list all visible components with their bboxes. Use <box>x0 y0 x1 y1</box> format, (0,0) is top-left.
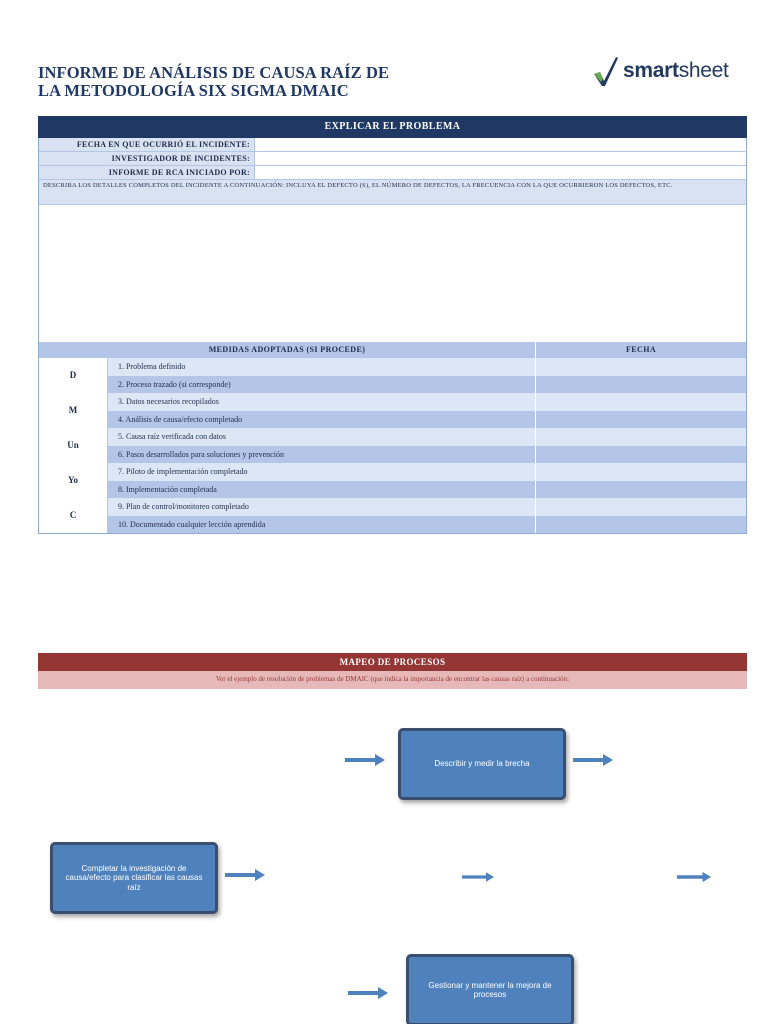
arrow-right-icon <box>573 754 613 766</box>
step-label: 6. Pasos desarrollados para soluciones y prevención <box>108 446 536 464</box>
measures-header <box>38 342 747 358</box>
problem-band-title: EXPLICAR EL PROBLEMA <box>38 116 747 138</box>
step-label: 9. Plan de control/monitoreo completado <box>108 498 536 516</box>
logo-text-light: sheet <box>678 59 729 82</box>
description-field[interactable] <box>38 204 747 342</box>
dmaic-letter: C <box>69 510 77 520</box>
table-row <box>108 481 746 499</box>
table-row <box>108 411 746 429</box>
problem-section <box>38 116 747 534</box>
step-date-field[interactable] <box>536 393 746 411</box>
table-row <box>108 463 746 481</box>
step-date-field[interactable] <box>536 481 746 499</box>
step-date-field[interactable] <box>536 411 746 429</box>
field-row-incident-date <box>38 138 747 152</box>
step-label: 7. Piloto de implementación completado <box>108 463 536 481</box>
table-row <box>108 358 746 376</box>
process-mapping-subtitle: Ver el ejemplo de resolución de problemas de DMAIC (que indica la importancia de encontrar las causas raíz) a continuación: <box>38 671 747 689</box>
investigator-field[interactable] <box>255 152 746 165</box>
step-date-field[interactable] <box>536 516 746 534</box>
report-title-line2: LA METODOLOGÍA SIX SIGMA DMAIC <box>38 81 349 100</box>
arrow-right-icon <box>462 871 494 883</box>
dmaic-letter: M <box>68 405 78 415</box>
step-label: 5. Causa raíz verificada con datos <box>108 428 536 446</box>
flow-box-analyze[interactable]: Completar la investigación de causa/efecto para clasificar las causas raíz <box>50 842 218 914</box>
arrow-right-icon <box>345 754 385 766</box>
field-row-initiated-by <box>38 166 747 180</box>
table-row <box>108 376 746 394</box>
steps-list <box>108 358 746 533</box>
field-label: INFORME DE RCA INICIADO POR: <box>39 166 255 179</box>
field-row-investigator <box>38 152 747 166</box>
smartsheet-logo <box>592 54 748 88</box>
dmaic-letter: D <box>69 370 77 380</box>
dmaic-letter: Un <box>67 440 79 450</box>
field-label: INVESTIGADOR DE INCIDENTES: <box>39 152 255 165</box>
step-label: 8. Implementación completada <box>108 481 536 499</box>
flow-box-control[interactable]: Gestionar y mantener la mejora de procesos <box>406 954 574 1024</box>
logo-wordmark <box>623 59 729 83</box>
table-row <box>108 446 746 464</box>
report-title-line1: INFORME DE ANÁLISIS DE CAUSA RAÍZ DE <box>38 63 390 82</box>
table-row <box>108 516 746 534</box>
logo-text-bold: smart <box>623 59 679 82</box>
checkmark-icon <box>592 54 620 88</box>
process-mapping-title: MAPEO DE PROCESOS <box>38 653 747 671</box>
table-row <box>108 498 746 516</box>
step-date-field[interactable] <box>536 376 746 394</box>
date-header-label: FECHA <box>626 345 656 354</box>
report-title <box>38 64 478 100</box>
table-row <box>108 428 746 446</box>
step-label: 2. Proceso trazado (si corresponde) <box>108 376 536 394</box>
dmaic-letters <box>39 358 108 533</box>
measures-table <box>38 358 747 534</box>
dmaic-letter: Yo <box>67 475 78 485</box>
initiated-by-field[interactable] <box>255 166 746 179</box>
table-row <box>108 393 746 411</box>
incident-date-field[interactable] <box>255 138 746 151</box>
field-label: FECHA EN QUE OCURRIÓ EL INCIDENTE: <box>39 138 255 151</box>
step-date-field[interactable] <box>536 446 746 464</box>
step-date-field[interactable] <box>536 428 746 446</box>
step-label: 4. Análisis de causa/efecto completado <box>108 411 536 429</box>
step-label: 10. Documentado cualquier lección aprendida <box>108 516 536 534</box>
arrow-right-icon <box>677 871 711 883</box>
arrow-right-icon <box>348 987 388 999</box>
step-label: 1. Problema definido <box>108 358 536 376</box>
flow-box-measure[interactable]: Describir y medir la brecha <box>398 728 566 800</box>
step-label: 3. Datos necesarios recopilados <box>108 393 536 411</box>
measures-header-label: MEDIDAS ADOPTADAS (SI PROCEDE) <box>39 342 536 358</box>
description-label: DESCRIBA LOS DETALLES COMPLETOS DEL INCIDENTE A CONTINUACIÓN: INCLUYA EL DEFECTO (S), EL NÚMERO DE DEFECTOS, LA FRECUENCIA CON LA QUE OCURRIERON LOS DEFECTOS, ETC. <box>38 180 747 204</box>
step-date-field[interactable] <box>536 498 746 516</box>
step-date-field[interactable] <box>536 463 746 481</box>
arrow-right-icon <box>225 869 265 881</box>
step-date-field[interactable] <box>536 358 746 376</box>
